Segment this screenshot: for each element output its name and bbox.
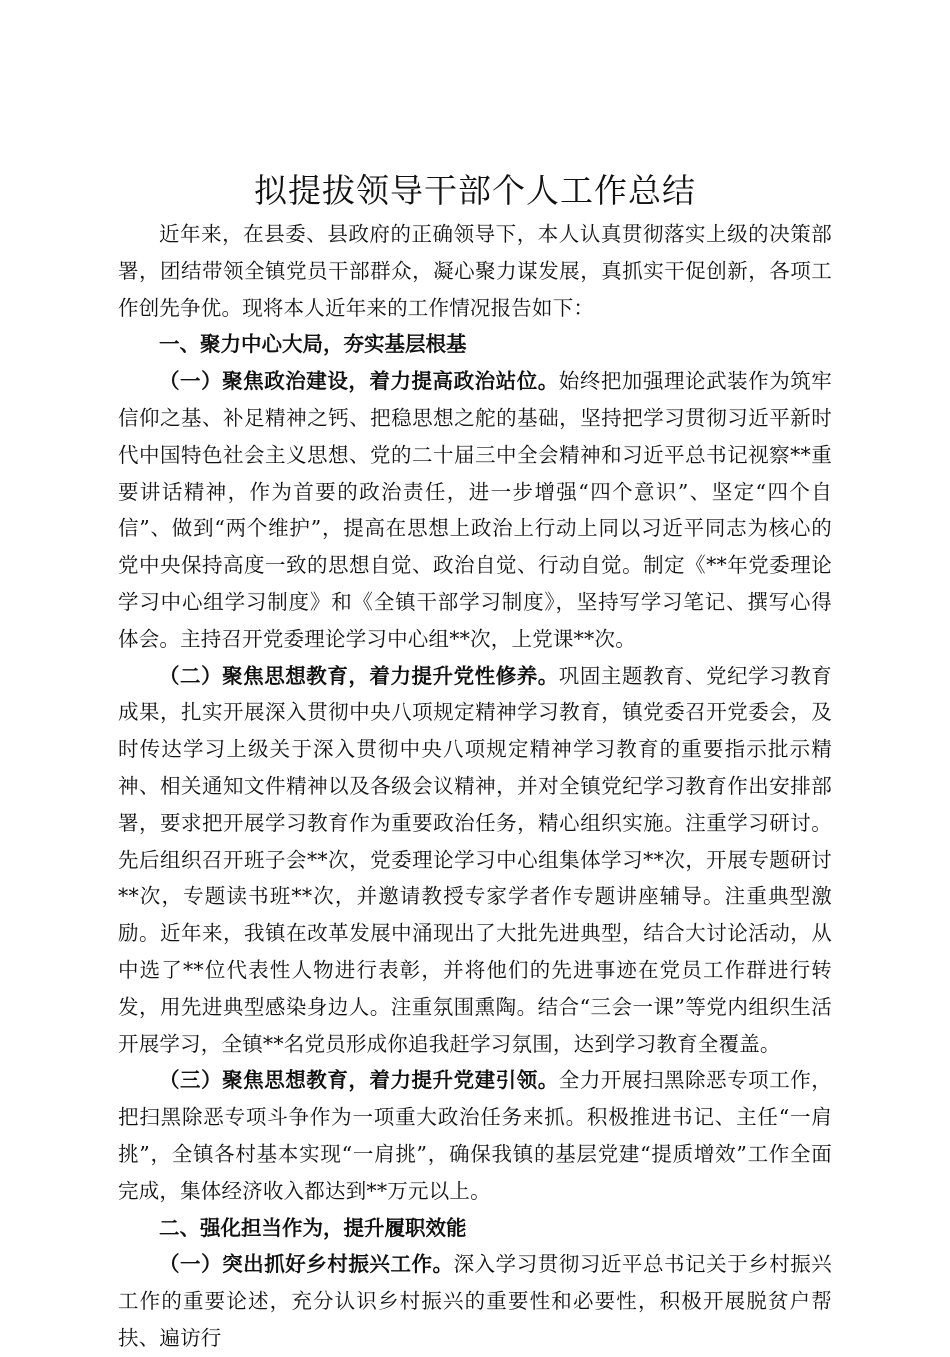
paragraph-lead: （三）聚焦思想教育，着力提升党建引领。 [159, 1068, 559, 1093]
section1-heading: 一、聚力中心大局，夯实基层根基 [159, 332, 467, 357]
paragraph-body: 深入学习贯彻习近平总书记关于乡村振兴工作的重要论述，充分认识乡村振兴的重要性和必要性，积极开展脱贫户帮扶、遍访行 [118, 1252, 832, 1350]
section2-paragraph-1 [118, 1246, 832, 1356]
paragraph-lead: （二）聚焦思想教育，着力提升党性修养。 [159, 663, 559, 688]
section1-paragraph-3 [118, 1062, 832, 1209]
paragraph-lead: （一）聚焦政治建设，着力提高政治站位。 [159, 369, 559, 394]
document-page [118, 168, 832, 1357]
intro-paragraph: 近年来，在县委、县政府的正确领导下，本人认真贯彻落实上级的决策部署，团结带领全镇党员干部群众，凝心聚力谋发展，真抓实干促创新，各项工作创先争优。现将本人近年来的工作情况报告如下： [118, 222, 832, 320]
section1-paragraph-1 [118, 363, 832, 657]
section2-heading: 二、强化担当作为，提升履职效能 [159, 1215, 467, 1240]
document-title: 拟提拔领导干部个人工作总结 [254, 171, 696, 210]
paragraph-body: 巩固主题教育、党纪学习教育成果，扎实开展深入贯彻中央八项规定精神学习教育，镇党委召开党委会，及时传达学习上级关于深入贯彻中央八项规定精神学习教育的重要指示批示精神、相关通知文件精神以及各级会议精神，并对全镇党纪学习教育作出安排部署，要求把开展学习教育作为重要政治任务，精心组织实施。注重学习研讨。先后组织召开班子会**次，党委理论学习中心组集体学习**次，开展专题研讨**次，专题读书班**次，并邀请教授专家学者作专题讲座辅导。注重典型激励。近年来，我镇在改革发展中涌现出了大批先进典型，结合大讨论活动，从中选了**位代表性人物进行表彰，并将他们的先进事迹在党员工作群进行转发，用先进典型感染身边人。注重氛围熏陶。结合“三会一课”等党内组织生活开展学习，全镇**名党员形成你追我赶学习氛围，达到学习教育全覆盖。 [118, 663, 832, 1056]
section1-paragraph-2 [118, 658, 832, 1063]
paragraph-body: 全力开展扫黑除恶专项工作，把扫黑除恶专项斗争作为一项重大政治任务来抓。积极推进书记、主任“一肩挑”，全镇各村基本实现“一肩挑”，确保我镇的基层党建“提质增效”工作全面完成，集体经济收入都达到**万元以上。 [118, 1068, 832, 1203]
paragraph-lead: （一）突出抓好乡村振兴工作。 [159, 1252, 454, 1277]
paragraph-body: 始终把加强理论武装作为筑牢信仰之基、补足精神之钙、把稳思想之舵的基础，坚持把学习贯彻习近平新时代中国特色社会主义思想、党的二十届三中全会精神和习近平总书记视察**重要讲话精神，作为首要的政治责任，进一步增强“四个意识”、坚定“四个自信”、做到“两个维护”，提高在思想上政治上行动上同以习近平同志为核心的党中央保持高度一致的思想自觉、政治自觉、行动自觉。制定《**年党委理论学习中心组学习制度》和《全镇干部学习制度》，坚持写学习笔记、撰写心得体会。主持召开党委理论学习中心组**次，上党课**次。 [118, 369, 832, 651]
